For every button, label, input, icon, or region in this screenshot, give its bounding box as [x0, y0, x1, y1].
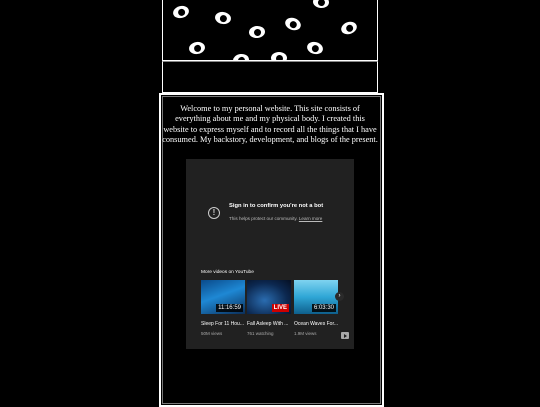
signin-subtitle — [229, 216, 322, 221]
nav-strip — [162, 61, 378, 93]
signin-subtitle-text: This helps protect our community. — [229, 216, 298, 221]
alert-icon: ! — [208, 207, 220, 219]
signin-title: Sign in to confirm you're not a bot — [229, 203, 324, 209]
more-videos-label: More videos on YouTube — [201, 270, 254, 275]
eye-graphic — [232, 53, 250, 61]
next-arrow-icon[interactable]: › — [335, 292, 344, 301]
eye-graphic — [172, 4, 191, 20]
live-badge: LIVE — [273, 305, 287, 311]
video-thumbnail[interactable] — [294, 280, 338, 314]
youtube-logo-icon[interactable] — [341, 332, 349, 339]
video-meta: 1.9M views — [294, 331, 317, 336]
video-title[interactable]: Ocean Waves For... — [294, 321, 338, 327]
video-title[interactable]: Sleep For 11 Hou... — [201, 321, 244, 327]
eye-graphic — [306, 40, 325, 56]
video-meta: 761 watching — [247, 331, 274, 336]
eye-graphic — [271, 52, 287, 61]
video-meta: 50M views — [201, 331, 223, 336]
video-thumbnail[interactable] — [201, 280, 245, 314]
header-banner — [162, 0, 378, 61]
video-thumbnail[interactable] — [247, 280, 291, 314]
eye-graphic — [339, 20, 358, 37]
eye-graphic — [283, 16, 302, 33]
learn-more-link[interactable]: Learn more — [298, 216, 323, 221]
eye-graphic — [249, 25, 266, 38]
duration-badge: 11:16:59 — [218, 305, 241, 311]
eye-graphic — [188, 41, 206, 56]
youtube-embed[interactable] — [186, 159, 354, 349]
intro-text: Welcome to my personal website. This site consists of everything about me and my physical body. I created this website to express myself and to record all the things that I have consumed. My backstory, development, and blogs of the present. — [162, 104, 378, 145]
eye-graphic — [313, 0, 330, 9]
video-title[interactable]: Fall Asleep With ... — [247, 321, 289, 327]
duration-badge: 6:03:30 — [313, 305, 334, 311]
eye-graphic — [214, 11, 232, 26]
